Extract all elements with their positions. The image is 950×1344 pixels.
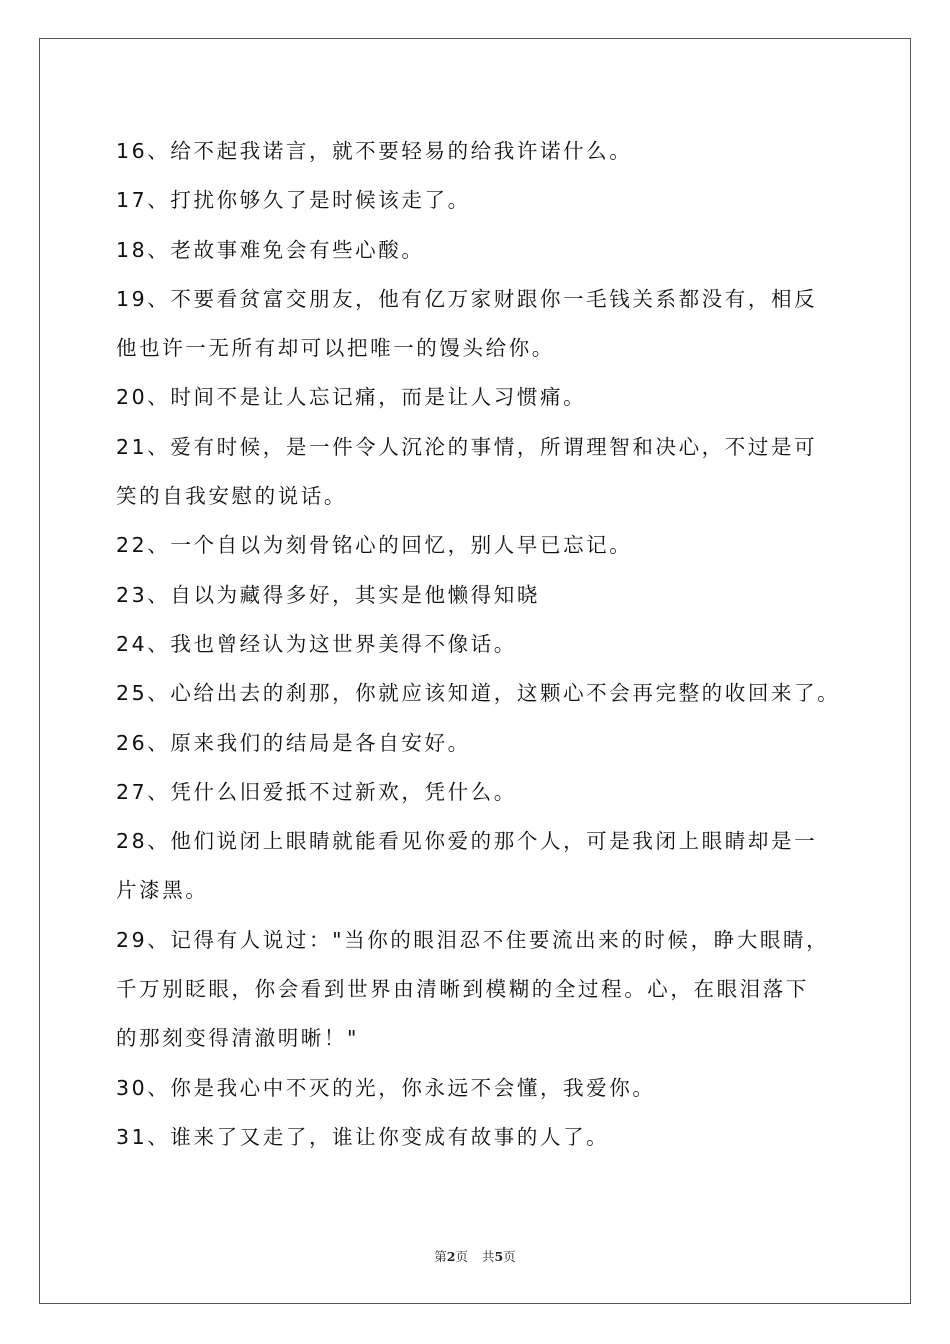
text-line: 26、原来我们的结局是各自安好。 xyxy=(116,730,471,755)
page-footer xyxy=(0,1247,950,1265)
text-line: 笑的自我安慰的说话。 xyxy=(116,484,347,509)
text-line: 31、谁来了又走了，谁让你变成有故事的人了。 xyxy=(116,1124,610,1149)
text-line: 23、自以为藏得多好，其实是他懒得知晓 xyxy=(116,582,540,607)
text-line: 22、一个自以为刻骨铭心的回忆，别人早已忘记。 xyxy=(116,533,633,558)
total-prefix: 共 xyxy=(482,1249,495,1264)
total-pages: 5 xyxy=(494,1249,504,1264)
text-line: 他也许一无所有却可以把唯一的馒头给你。 xyxy=(116,336,555,361)
text-line: 片漆黑。 xyxy=(116,878,209,903)
text-line: 16、给不起我诺言，就不要轻易的给我许诺什么。 xyxy=(116,139,633,163)
text-line: 18、老故事难免会有些心酸。 xyxy=(116,237,425,262)
text-line: 17、打扰你够久了是时候该走了。 xyxy=(116,188,471,213)
text-line: 24、我也曾经认为这世界美得不像话。 xyxy=(116,631,517,656)
total-suffix: 页 xyxy=(503,1249,516,1264)
text-line: 25、心给出去的刹那，你就应该知道，这颗心不会再完整的收回来了。 xyxy=(116,681,841,706)
text-line: 27、凭什么旧爱抵不过新欢，凭什么。 xyxy=(116,779,517,804)
text-line: 千万别眨眼，你会看到世界由清晰到模糊的全过程。心，在眼泪落下 xyxy=(116,977,809,1002)
text-line: 30、你是我心中不灭的光，你永远不会懂，我爱你。 xyxy=(116,1075,656,1100)
total-pages-indicator xyxy=(482,1249,516,1264)
text-line: 20、时间不是让人忘记痛，而是让人习惯痛。 xyxy=(116,385,587,410)
page-prefix: 第 xyxy=(434,1249,447,1264)
page-number: 2 xyxy=(446,1249,456,1264)
text-line: 28、他们说闭上眼睛就能看见你爱的那个人，可是我闭上眼睛却是一 xyxy=(116,829,818,854)
text-line: 19、不要看贫富交朋友，他有亿万家财跟你一毛钱关系都没有，相反 xyxy=(116,286,818,311)
page-indicator xyxy=(434,1249,468,1264)
text-line: 21、爱有时候，是一件令人沉沦的事情，所谓理智和决心，不过是可 xyxy=(116,434,818,459)
page-suffix: 页 xyxy=(455,1249,468,1264)
text-line: 29、记得有人说过："当你的眼泪忍不住要流出来的时候，睁大眼睛， xyxy=(116,927,830,952)
document-body xyxy=(116,131,856,1166)
text-line: 的那刻变得清澈明晰！" xyxy=(116,1026,360,1051)
